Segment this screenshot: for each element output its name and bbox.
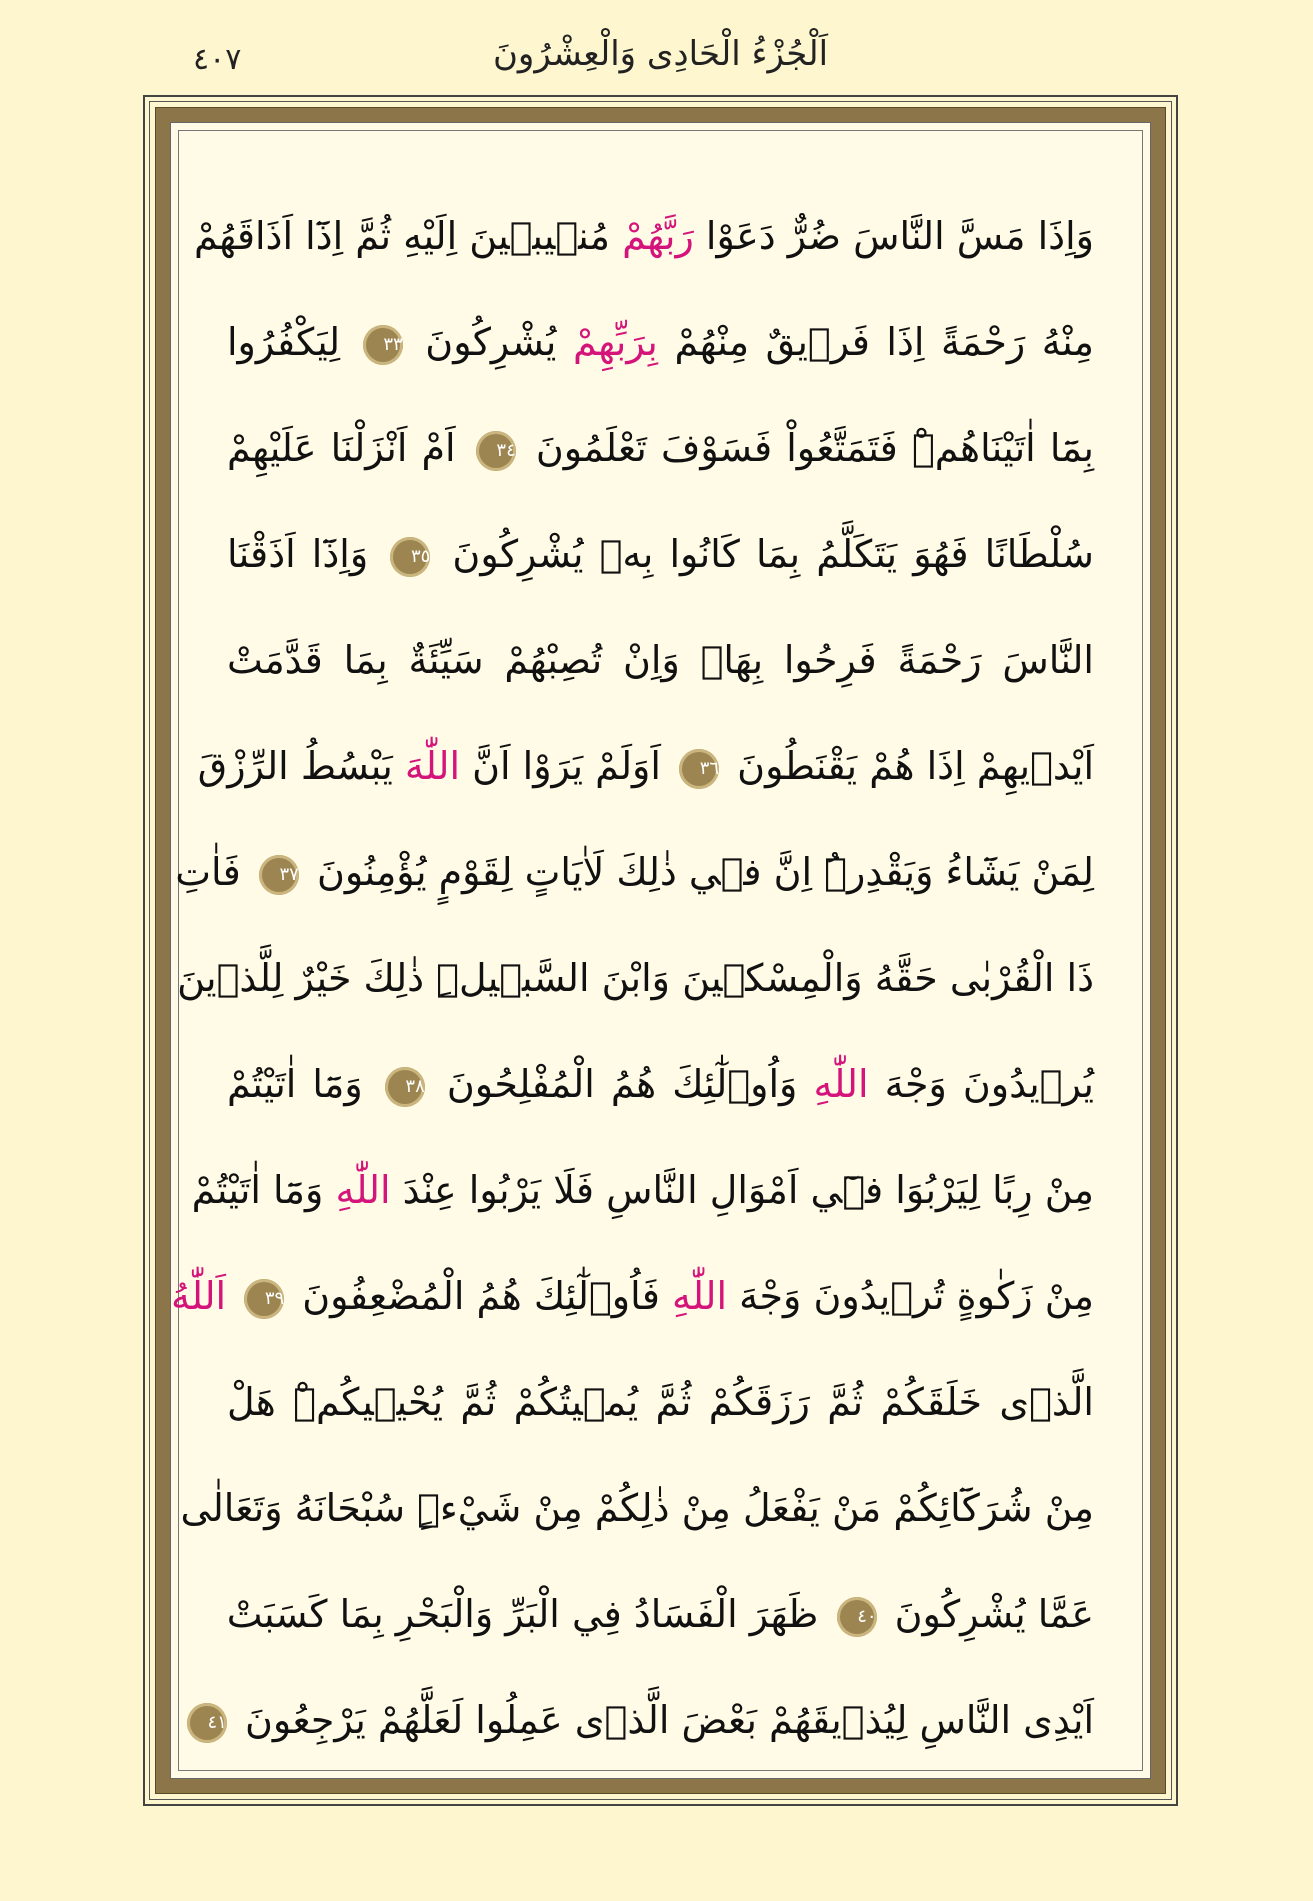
line-text: بِمَٓا اٰتَيْنَاهُمْۜ فَتَمَتَّعُواْ فَسَوْفَ تَعْلَمُونَ xyxy=(535,426,1094,470)
line-text: مِنْهُ رَحْمَةً اِذَا فَرٖيقٌ مِنْهُمْ xyxy=(674,320,1094,364)
ayah-number-marker: ٣٨ xyxy=(385,1067,425,1107)
text-line-1 xyxy=(194,183,1094,289)
line-text: لِمَنْ يَشَٓاءُ وَيَقْدِرُۜ اِنَّ فٖي ذٰلِكَ لَاٰيَاتٍ لِقَوْمٍ يُؤْمِنُونَ xyxy=(316,850,1094,894)
text-line-8 xyxy=(177,925,1094,1031)
line-text: اَوَلَمْ يَرَوْا اَنَّ xyxy=(472,744,661,788)
text-line-3 xyxy=(227,395,1094,501)
text-line-15 xyxy=(207,1667,1094,1773)
divine-name: اللّٰهِ xyxy=(671,1274,728,1318)
page-number: ٤٠٧ xyxy=(193,42,242,77)
divine-name: اللّٰهَ xyxy=(404,744,461,788)
line-text: عَمَّا يُشْرِكُونَ xyxy=(894,1592,1094,1636)
line-text: اَيْدٖيهِمْ اِذَا هُمْ يَقْنَطُونَ xyxy=(737,744,1094,788)
quran-text xyxy=(170,183,1094,1742)
line-text: وَاُو۬لٰٓئِكَ هُمُ الْمُفْلِحُونَ xyxy=(446,1062,798,1106)
divine-name: اللّٰهِ xyxy=(335,1168,391,1212)
line-text: لِيَكْفُرُوا xyxy=(227,320,341,364)
ayah-number-marker: ٤١ xyxy=(187,1703,227,1743)
text-line-5 xyxy=(227,607,1094,713)
text-line-10 xyxy=(191,1137,1094,1243)
text-line-9 xyxy=(227,1031,1094,1137)
line-text: مِنْ زَكٰوةٍ تُرٖيدُونَ وَجْهَ xyxy=(739,1274,1094,1318)
line-text: مِنْ شُرَكَٓائِكُمْ مَنْ يَفْعَلُ مِنْ ذٰلِكُمْ مِنْ شَيْءٍۜ سُبْحَانَهُ وَتَعَالٰى xyxy=(180,1486,1094,1530)
ayah-number-marker: ٣٧ xyxy=(259,855,299,895)
divine-name: رَبَّهُمْ xyxy=(622,214,694,258)
line-text: وَاِذَا مَسَّ النَّاسَ ضُرٌّ دَعَوْا xyxy=(705,214,1094,258)
ayah-number-marker: ٣٥ xyxy=(390,537,430,577)
text-line-11 xyxy=(170,1243,1094,1349)
text-line-13 xyxy=(180,1455,1094,1561)
text-line-2 xyxy=(227,289,1094,395)
ayah-number-marker: ٣٤ xyxy=(476,431,516,471)
ayah-number-marker: ٣٣ xyxy=(363,325,403,365)
text-line-7 xyxy=(175,819,1094,925)
line-text: ذَا الْقُرْبٰى حَقَّهُ وَالْمِسْكٖينَ وَابْنَ السَّبٖيلِۜ ذٰلِكَ خَيْرٌ لِلَّذٖينَ xyxy=(177,956,1094,1000)
line-text: سُلْطَانًا فَهُوَ يَتَكَلَّمُ بِمَا كَانُوا بِهٖ يُشْرِكُونَ xyxy=(452,532,1094,576)
line-text: وَاِذَٓا اَذَقْنَا xyxy=(227,532,369,576)
ornamental-frame xyxy=(143,95,1178,1806)
line-text: اَمْ اَنْزَلْنَا عَلَيْهِمْ xyxy=(227,426,456,470)
text-line-6 xyxy=(197,713,1094,819)
line-text: اَيْدِى النَّاسِ لِيُذٖيقَهُمْ بَعْضَ الَّذٖى عَمِلُوا لَعَلَّهُمْ يَرْجِعُونَ xyxy=(244,1698,1094,1742)
line-text: يُشْرِكُونَ xyxy=(425,320,557,364)
text-panel xyxy=(170,122,1151,1779)
page-header xyxy=(143,28,1178,88)
frame-brown-border xyxy=(155,107,1166,1794)
line-text: فَاٰتِ xyxy=(175,850,241,894)
line-text: يَبْسُطُ الرِّزْقَ xyxy=(197,744,393,788)
line-text: فَاُو۬لٰٓئِكَ هُمُ الْمُضْعِفُونَ xyxy=(302,1274,660,1318)
ayah-number-marker: ٤٠ xyxy=(837,1597,877,1637)
line-text: ظَهَرَ الْفَسَادُ فِي الْبَرِّ وَالْبَحْرِ بِمَا كَسَبَتْ xyxy=(226,1592,819,1636)
line-text: وَمَٓا اٰتَيْتُمْ xyxy=(227,1062,363,1106)
text-line-14 xyxy=(227,1561,1094,1667)
divine-name: اَللّٰهُ xyxy=(170,1274,227,1318)
line-text: وَمَٓا اٰتَيْتُمْ xyxy=(191,1168,324,1212)
ayah-number-marker: ٣٩ xyxy=(244,1279,284,1319)
line-text: الَّذٖى خَلَقَكُمْ ثُمَّ رَزَقَكُمْ ثُمَّ يُمٖيتُكُمْ ثُمَّ يُحْيٖيكُمْۜ هَلْ xyxy=(227,1380,1094,1424)
divine-name: اللّٰهِ xyxy=(813,1062,869,1106)
line-text: يُرٖيدُونَ وَجْهَ xyxy=(884,1062,1094,1106)
juz-title: اَلْجُزْءُ الْحَادِى وَالْعِشْرُونَ xyxy=(492,34,829,74)
line-text: مِنْ رِبًا لِيَرْبُوَا فٖٓي اَمْوَالِ النَّاسِ فَلَا يَرْبُوا عِنْدَ xyxy=(402,1168,1094,1212)
text-line-12 xyxy=(227,1349,1094,1455)
line-text: النَّاسَ رَحْمَةً فَرِحُوا بِهَاۜ وَاِنْ تُصِبْهُمْ سَيِّئَةٌ بِمَا قَدَّمَتْ xyxy=(227,638,1094,682)
ayah-number-marker: ٣٦ xyxy=(679,749,719,789)
divine-name: بِرَبِّهِمْ xyxy=(572,320,658,364)
line-text: مُنٖيبٖينَ اِلَيْهِ ثُمَّ اِذَٓا اَذَاقَهُمْ xyxy=(194,214,610,258)
text-line-4 xyxy=(227,501,1094,607)
